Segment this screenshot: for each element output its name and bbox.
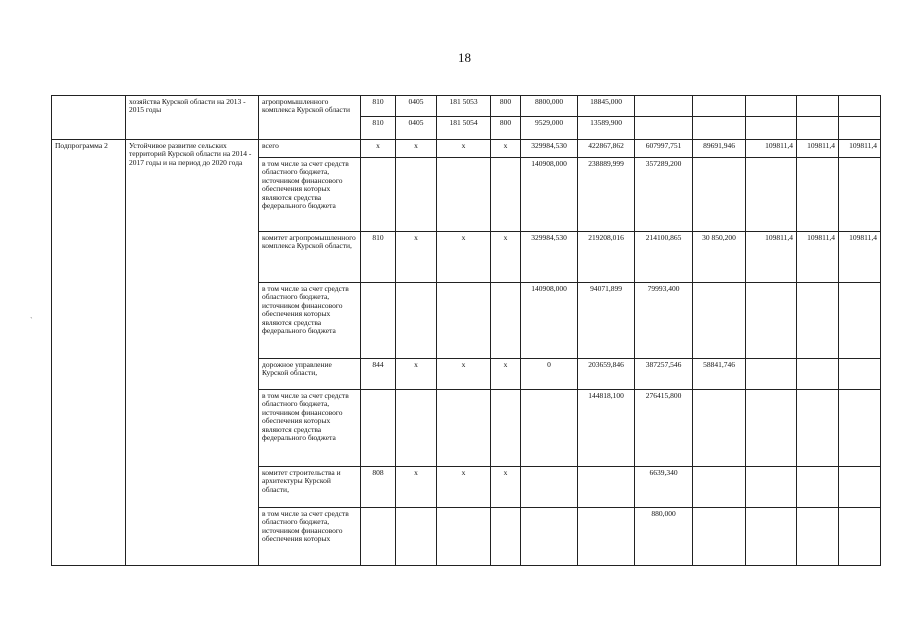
cell-vr <box>491 158 521 232</box>
table-row <box>52 140 881 158</box>
cell-year-2017: 89691,946 <box>693 140 746 158</box>
cell-year-2016: 214100,865 <box>635 232 693 283</box>
cell-csr <box>437 283 491 359</box>
cell-year-2018 <box>746 508 797 566</box>
cell-year-2015: 422867,862 <box>578 140 635 158</box>
cell-year-2016 <box>635 117 693 140</box>
cell-year-2015: 13589,900 <box>578 117 635 140</box>
cell-year-2014: 8800,000 <box>521 96 578 117</box>
cell-year-2014: 9529,000 <box>521 117 578 140</box>
cell-year-2017 <box>693 283 746 359</box>
cell-program-code: Подпрограмма 2 <box>52 140 126 566</box>
cell-year-2020 <box>839 117 881 140</box>
cell-year-2020 <box>839 283 881 359</box>
cell-year-2020: 109811,4 <box>839 232 881 283</box>
cell-year-2016: 607997,751 <box>635 140 693 158</box>
cell-executor: комитет агропромышленного комплекса Курской области, <box>259 232 361 283</box>
cell-year-2015: 219208,016 <box>578 232 635 283</box>
cell-year-2014 <box>521 390 578 467</box>
cell-csr <box>437 158 491 232</box>
cell-year-2020 <box>839 508 881 566</box>
cell-year-2017: 30 850,200 <box>693 232 746 283</box>
cell-year-2014 <box>521 508 578 566</box>
cell-csr: х <box>437 232 491 283</box>
cell-year-2016: 276415,800 <box>635 390 693 467</box>
cell-year-2019: 109811,4 <box>797 232 839 283</box>
cell-grbs <box>361 508 396 566</box>
cell-executor: в том числе за счет средств областного бюджета, источником финансового обеспечения которых являются средства федерального бюджета <box>259 390 361 467</box>
cell-year-2015: 18845,000 <box>578 96 635 117</box>
cell-rz-pr: х <box>396 140 437 158</box>
cell-executor: в том числе за счет средств областного бюджета, источником финансового обеспечения которых являются средства федерального бюджета <box>259 283 361 359</box>
cell-year-2018 <box>746 283 797 359</box>
cell-year-2015 <box>578 508 635 566</box>
cell-grbs <box>361 390 396 467</box>
cell-program-name: хозяйства Курской области на 2013 - 2015 годы <box>126 96 259 140</box>
cell-rz-pr <box>396 508 437 566</box>
cell-vr: х <box>491 359 521 390</box>
cell-year-2015 <box>578 467 635 508</box>
cell-executor: в том числе за счет средств областного бюджета, источником финансового обеспечения которых <box>259 508 361 566</box>
scan-artifact: ` <box>30 316 33 325</box>
cell-year-2016: 79993,400 <box>635 283 693 359</box>
cell-grbs: 844 <box>361 359 396 390</box>
cell-year-2017 <box>693 96 746 117</box>
cell-year-2018 <box>746 359 797 390</box>
cell-year-2014: 0 <box>521 359 578 390</box>
cell-vr <box>491 508 521 566</box>
cell-year-2014: 140908,000 <box>521 283 578 359</box>
cell-csr <box>437 390 491 467</box>
page-number: 18 <box>458 50 471 65</box>
cell-csr: х <box>437 140 491 158</box>
cell-year-2019 <box>797 158 839 232</box>
cell-year-2017: 58841,746 <box>693 359 746 390</box>
cell-year-2019 <box>797 467 839 508</box>
cell-vr: х <box>491 140 521 158</box>
cell-year-2019 <box>797 283 839 359</box>
cell-year-2017 <box>693 158 746 232</box>
cell-csr: х <box>437 467 491 508</box>
cell-year-2016 <box>635 96 693 117</box>
cell-year-2019 <box>797 117 839 140</box>
cell-grbs: 810 <box>361 96 396 117</box>
cell-vr: 800 <box>491 117 521 140</box>
cell-vr: х <box>491 232 521 283</box>
cell-year-2017 <box>693 508 746 566</box>
cell-year-2020 <box>839 158 881 232</box>
cell-rz-pr: х <box>396 467 437 508</box>
cell-year-2017 <box>693 390 746 467</box>
cell-vr <box>491 283 521 359</box>
cell-year-2019: 109811,4 <box>797 140 839 158</box>
cell-csr <box>437 508 491 566</box>
cell-year-2019 <box>797 508 839 566</box>
cell-year-2020: 109811,4 <box>839 140 881 158</box>
cell-rz-pr: 0405 <box>396 117 437 140</box>
cell-rz-pr: 0405 <box>396 96 437 117</box>
cell-year-2014: 329984,530 <box>521 140 578 158</box>
cell-executor: в том числе за счет средств областного бюджета, источником финансового обеспечения которых являются средства федерального бюджета <box>259 158 361 232</box>
cell-year-2020 <box>839 390 881 467</box>
cell-csr: 181 5054 <box>437 117 491 140</box>
cell-year-2019 <box>797 359 839 390</box>
cell-vr: 800 <box>491 96 521 117</box>
cell-year-2020 <box>839 359 881 390</box>
cell-year-2016: 6639,340 <box>635 467 693 508</box>
cell-rz-pr <box>396 390 437 467</box>
cell-executor: агропромышленного комплекса Курской области <box>259 96 361 140</box>
cell-executor: всего <box>259 140 361 158</box>
cell-year-2020 <box>839 467 881 508</box>
cell-rz-pr: х <box>396 232 437 283</box>
cell-year-2018: 109811,4 <box>746 140 797 158</box>
cell-year-2014 <box>521 467 578 508</box>
cell-grbs: х <box>361 140 396 158</box>
cell-year-2015: 94071,899 <box>578 283 635 359</box>
cell-grbs: 810 <box>361 117 396 140</box>
cell-year-2018 <box>746 96 797 117</box>
cell-executor: дорожное управление Курской области, <box>259 359 361 390</box>
cell-vr: х <box>491 467 521 508</box>
cell-year-2014: 329984,530 <box>521 232 578 283</box>
cell-year-2018 <box>746 158 797 232</box>
budget-table <box>51 95 881 566</box>
cell-program-code <box>52 96 126 140</box>
cell-year-2019 <box>797 96 839 117</box>
cell-year-2016: 387257,546 <box>635 359 693 390</box>
cell-year-2016: 357289,200 <box>635 158 693 232</box>
cell-grbs <box>361 158 396 232</box>
cell-executor: комитет строительства и архитектуры Курской области, <box>259 467 361 508</box>
cell-year-2020 <box>839 96 881 117</box>
cell-rz-pr <box>396 283 437 359</box>
cell-year-2018 <box>746 390 797 467</box>
cell-csr: х <box>437 359 491 390</box>
cell-grbs: 810 <box>361 232 396 283</box>
cell-year-2017 <box>693 467 746 508</box>
cell-vr <box>491 390 521 467</box>
cell-year-2015: 203659,846 <box>578 359 635 390</box>
cell-year-2018: 109811,4 <box>746 232 797 283</box>
table-row <box>52 96 881 117</box>
cell-grbs <box>361 283 396 359</box>
cell-rz-pr <box>396 158 437 232</box>
cell-year-2014: 140908,000 <box>521 158 578 232</box>
cell-year-2018 <box>746 117 797 140</box>
cell-program-name: Устойчивое развитие сельских территорий Курской области на 2014 - 2017 годы и на период до 2020 года <box>126 140 259 566</box>
cell-year-2019 <box>797 390 839 467</box>
cell-year-2015: 144818,100 <box>578 390 635 467</box>
cell-year-2016: 880,000 <box>635 508 693 566</box>
cell-year-2017 <box>693 117 746 140</box>
cell-year-2015: 238889,999 <box>578 158 635 232</box>
cell-year-2018 <box>746 467 797 508</box>
cell-csr: 181 5053 <box>437 96 491 117</box>
cell-grbs: 808 <box>361 467 396 508</box>
cell-rz-pr: х <box>396 359 437 390</box>
